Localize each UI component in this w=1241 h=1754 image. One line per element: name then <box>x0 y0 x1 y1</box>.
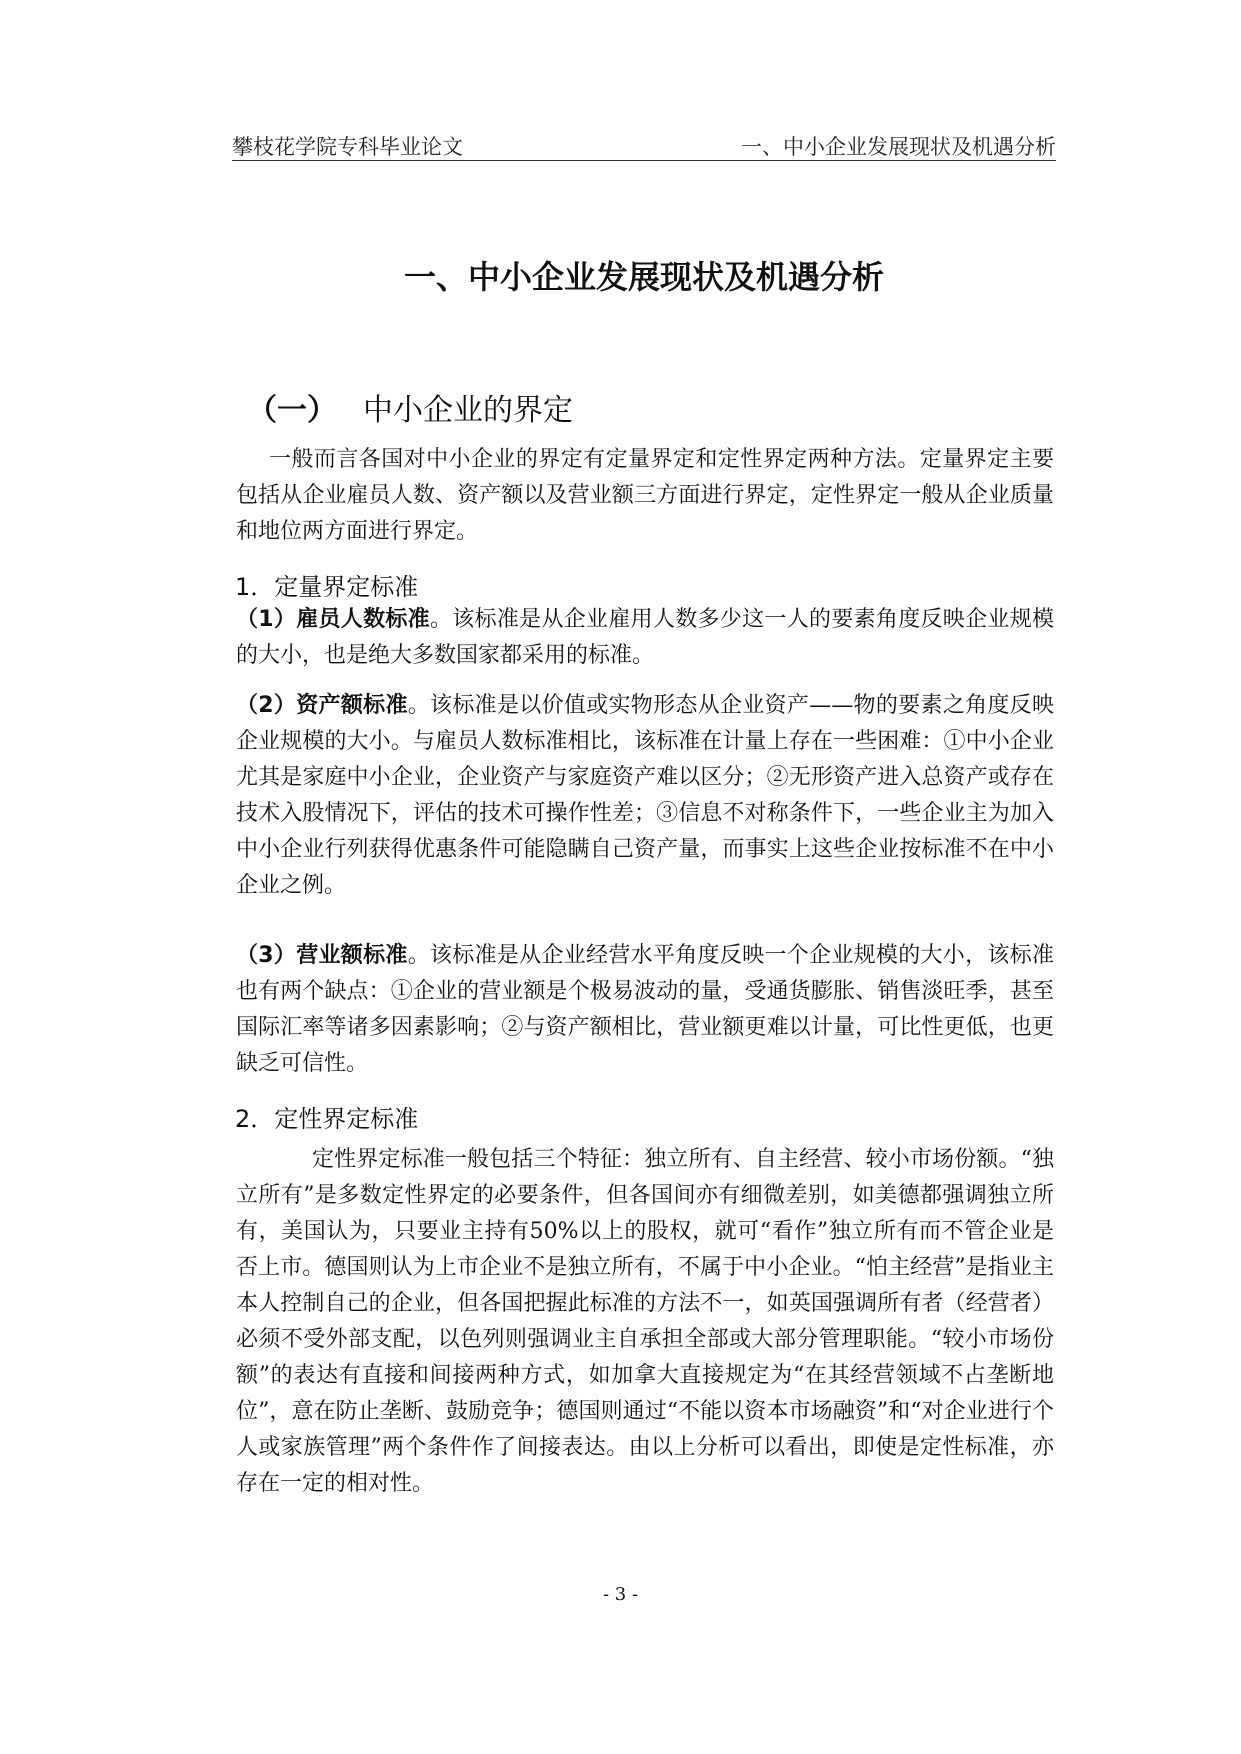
section-number: （一） <box>247 393 337 428</box>
header-chapter: 一、中小企业发展现状及机遇分析 <box>741 135 1056 159</box>
item-lead: （2）资产额标准 <box>236 693 408 718</box>
item-text: 。该标准是从企业雇用人数多少这一人的要素角度反映企业规模的大小，也是绝大多数国家都采用的标准。 <box>236 607 1054 668</box>
item-employee-standard <box>236 602 1054 674</box>
chapter-title: 一、中小企业发展现状及机遇分析 <box>403 258 884 296</box>
qualitative-paragraph: 定性界定标准一般包括三个特征：独立所有、自主经营、较小市场份额。“独立所有”是多数定性界定的必要条件，但各国间亦有细微差别，如美德都强调独立所有，美国认为，只要业主持有50%以上的股权，就可“看作”独立所有而不管企业是否上市。德国则认为上市企业不是独立所有，不属于中小企业。“怕主经营”是指业主本人控制自己的企业，但各国把握此标准的方法不一，如英国强调所有者（经营者）必须不受外部支配，以色列则强调业主自承担全部或大部分管理职能。“较小市场份额”的表达有直接和间接两种方式，如加拿大直接规定为“在其经营领域不占垄断地位”，意在防止垄断、鼓励竞争；德国则通过“不能以资本市场融资”和“对企业进行个人或家族管理”两个条件作了间接表达。由以上分析可以看出，即使是定性标准，亦存在一定的相对性。 <box>236 1147 1054 1496</box>
item-lead: （3）营业额标准 <box>236 943 408 968</box>
page-number: - 3 - <box>602 1584 639 1605</box>
item-text: 。该标准是从企业经营水平角度反映一个企业规模的大小，该标准也有两个缺点：①企业的营业额是个极易波动的量，受通货膨胀、销售淡旺季，甚至国际汇率等诸多因素影响；②与资产额相比，营业额更难以计量，可比性更低，也更缺乏可信性。 <box>236 943 1054 1076</box>
item-asset-standard <box>236 688 1054 904</box>
section-heading <box>247 385 573 429</box>
subheading-qualitative: 2．定性界定标准 <box>235 1105 419 1133</box>
section-title: 中小企业的界定 <box>363 393 573 428</box>
intro-paragraph: 一般而言各国对中小企业的界定有定量界定和定性界定两种方法。定量界定主要包括从企业雇员人数、资产额以及营业额三方面进行界定，定性界定一般从企业质量和地位两方面进行界定。 <box>236 447 1054 544</box>
running-header <box>232 131 1056 159</box>
header-school: 攀枝花学院专科毕业论文 <box>232 135 463 159</box>
header-rule <box>232 160 1056 161</box>
item-lead: （1）雇员人数标准 <box>236 607 430 632</box>
item-revenue-standard <box>236 938 1054 1082</box>
item-text: 。该标准是以价值或实物形态从企业资产——物的要素之角度反映企业规模的大小。与雇员人数标准相比，该标准在计量上存在一些困难：①中小企业尤其是家庭中小企业，企业资产与家庭资产难以区分；②无形资产进入总资产或存在技术入股情况下，评估的技术可操作性差；③信息不对称条件下，一些企业主为加入中小企业行列获得优惠条件可能隐瞒自己资产量，而事实上这些企业按标准不在中小企业之例。 <box>236 693 1054 898</box>
subheading-quantitative: 1．定量界定标准 <box>235 573 419 601</box>
